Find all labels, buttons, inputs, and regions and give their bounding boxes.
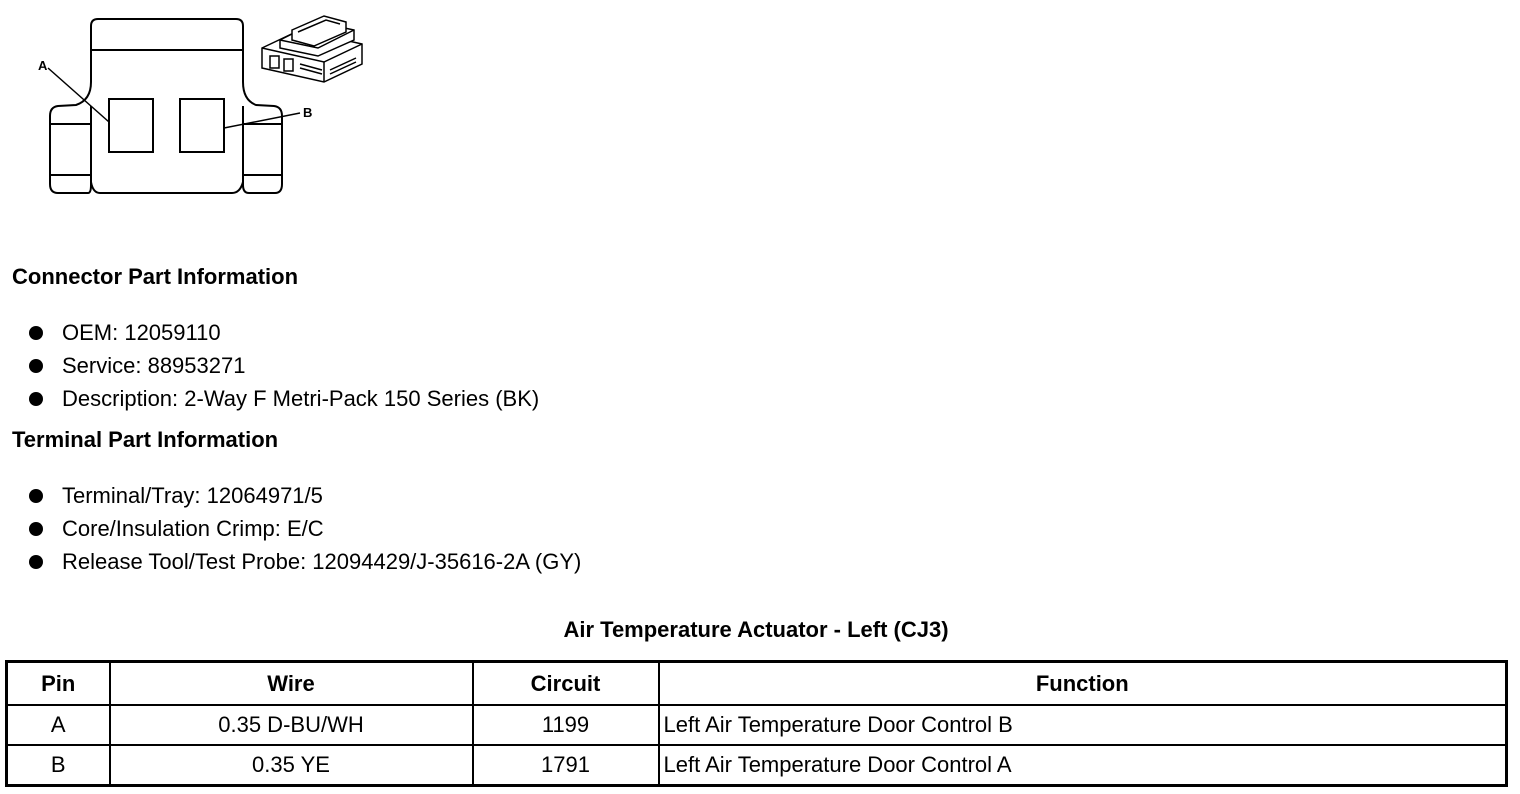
connector-part-information-list (0, 318, 539, 417)
pin-b-cavity (180, 99, 224, 152)
bullet-icon (29, 392, 43, 406)
column-header-wire: Wire (110, 662, 473, 706)
cell-function: Left Air Temperature Door Control A (659, 745, 1507, 786)
table-row (7, 745, 1507, 786)
list-item-text: Core/Insulation Crimp: E/C (62, 516, 324, 541)
connector-top-block (91, 19, 243, 50)
table-header-row (7, 662, 1507, 706)
list-item (0, 351, 539, 384)
cell-pin: B (7, 745, 110, 786)
bullet-icon (29, 326, 43, 340)
pinout-table (5, 660, 1508, 787)
list-item (0, 384, 539, 417)
list-item-text: Release Tool/Test Probe: 12094429/J-35616-2A (GY) (62, 549, 582, 574)
list-item (0, 514, 581, 547)
list-item (0, 547, 581, 580)
bullet-icon (29, 359, 43, 373)
list-item-text: Description: 2-Way F Metri-Pack 150 Series (BK) (62, 386, 540, 411)
column-header-function: Function (659, 662, 1507, 706)
list-item (0, 481, 581, 514)
pin-b-label: B (303, 105, 313, 120)
column-header-circuit: Circuit (473, 662, 659, 706)
connector-part-information-heading: Connector Part Information (12, 264, 299, 289)
list-item-text: OEM: 12059110 (62, 320, 221, 345)
list-item-text: Service: 88953271 (62, 353, 246, 378)
cell-circuit: 1199 (473, 705, 659, 745)
bullet-icon (29, 522, 43, 536)
list-item-text: Terminal/Tray: 12064971/5 (62, 483, 323, 508)
connector-face-diagram (0, 0, 380, 210)
pin-a-label: A (38, 58, 48, 73)
bullet-icon (29, 555, 43, 569)
connector-isometric-thumbnail (262, 16, 362, 82)
column-header-pin: Pin (7, 662, 110, 706)
connector-body-outline (50, 50, 282, 193)
cell-wire: 0.35 D-BU/WH (110, 705, 473, 745)
cell-pin: A (7, 705, 110, 745)
cell-wire: 0.35 YE (110, 745, 473, 786)
cell-circuit: 1791 (473, 745, 659, 786)
bullet-icon (29, 489, 43, 503)
table-row (7, 705, 1507, 745)
terminal-part-information-heading: Terminal Part Information (12, 427, 279, 452)
cell-function: Left Air Temperature Door Control B (659, 705, 1507, 745)
list-item (0, 318, 539, 351)
terminal-part-information-list (0, 481, 581, 580)
pin-a-cavity (109, 99, 153, 152)
pinout-table-title: Air Temperature Actuator - Left (CJ3) (563, 617, 949, 642)
